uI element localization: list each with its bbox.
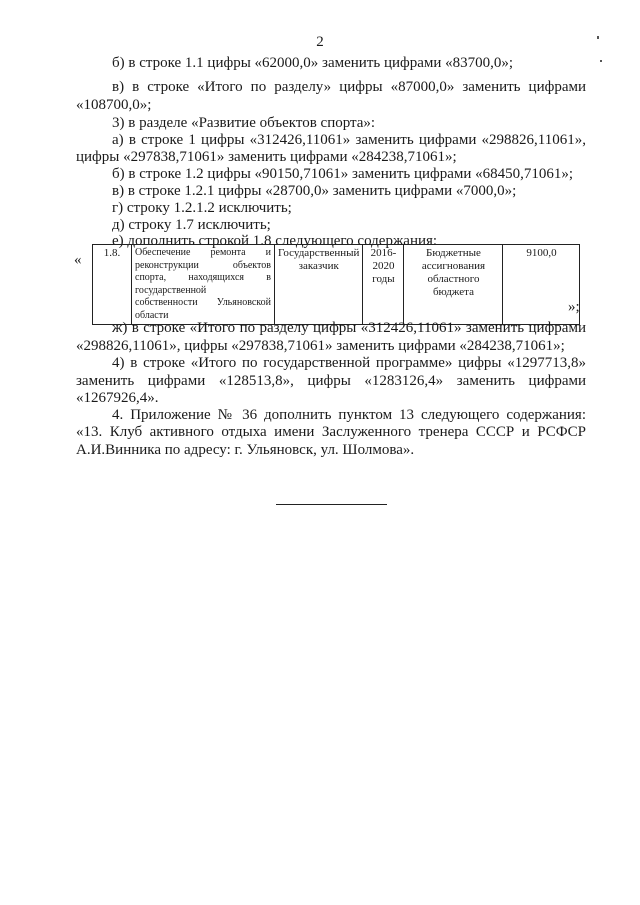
scan-speck	[600, 60, 602, 62]
row-name-cell: Обеспечение ремонта и реконструкции объектов спорта, находящихся в государственной собственности Ульяновской области	[132, 245, 275, 325]
paragraph-line: «1267926,4».	[76, 390, 159, 406]
table-open-quote: «	[74, 252, 82, 268]
paragraph-line: заменить цифрами «128513,8», цифры «1283126,4» заменить цифрами	[76, 373, 586, 389]
paragraph-line: 4) в строке «Итого по государственной программе» цифры «1297713,8»	[112, 355, 586, 371]
paragraph-line: а) в строке 1 цифры «312426,11061» заменить цифрами «298826,11061»,	[112, 132, 586, 148]
row-number-cell: 1.8.	[93, 245, 132, 325]
row-customer-cell: Государственный заказчик	[275, 245, 363, 325]
paragraph-line: д) строку 1.7 исключить;	[112, 217, 271, 233]
paragraph-line: б) в строке 1.1 цифры «62000,0» заменить цифрами «83700,0»;	[112, 55, 514, 71]
row-sum-cell: 9100,0	[503, 245, 580, 325]
paragraph-heading: 3) в разделе «Развитие объектов спорта»:	[112, 115, 376, 131]
page-number: 2	[316, 34, 324, 50]
paragraph-line: ж) в строке «Итого по разделу цифры «312426,11061» заменить цифрами	[112, 320, 586, 336]
table-close-quote: »;	[568, 299, 580, 315]
paragraph-line: 4. Приложение № 36 дополнить пунктом 13 следующего содержания:	[112, 407, 586, 423]
paragraph-line: е) дополнить строкой 1.8 следующего содержания:	[112, 233, 438, 249]
paragraph-line: цифры «297838,71061» заменить цифрами «284238,71061»;	[76, 149, 457, 165]
scan-speck	[597, 36, 599, 39]
paragraph-line: г) строку 1.2.1.2 исключить;	[112, 200, 292, 216]
paragraph-line: в) в строке 1.2.1 цифры «28700,0» заменить цифрами «7000,0»;	[112, 183, 517, 199]
paragraph-line: «298826,11061», цифры «297838,71061» заменить цифрами «284238,71061»;	[76, 338, 565, 354]
closing-rule	[276, 504, 387, 505]
paragraph-line: «108700,0»;	[76, 97, 152, 113]
table-row	[93, 245, 580, 325]
inserted-row-table	[92, 244, 580, 325]
paragraph-line: «13. Клуб активного отдыха имени Заслуженного тренера СССР и РСФСР	[76, 424, 586, 440]
row-years-cell: 2016-2020 годы	[363, 245, 404, 325]
paragraph-line: б) в строке 1.2 цифры «90150,71061» заменить цифрами «68450,71061»;	[112, 166, 574, 182]
paragraph-line: в) в строке «Итого по разделу» цифры «87000,0» заменить цифрами	[112, 79, 586, 95]
row-source-cell: Бюджетные ассигнования областного бюджета	[404, 245, 503, 325]
paragraph-line: А.И.Винника по адресу: г. Ульяновск, ул. Шолмова».	[76, 442, 415, 458]
